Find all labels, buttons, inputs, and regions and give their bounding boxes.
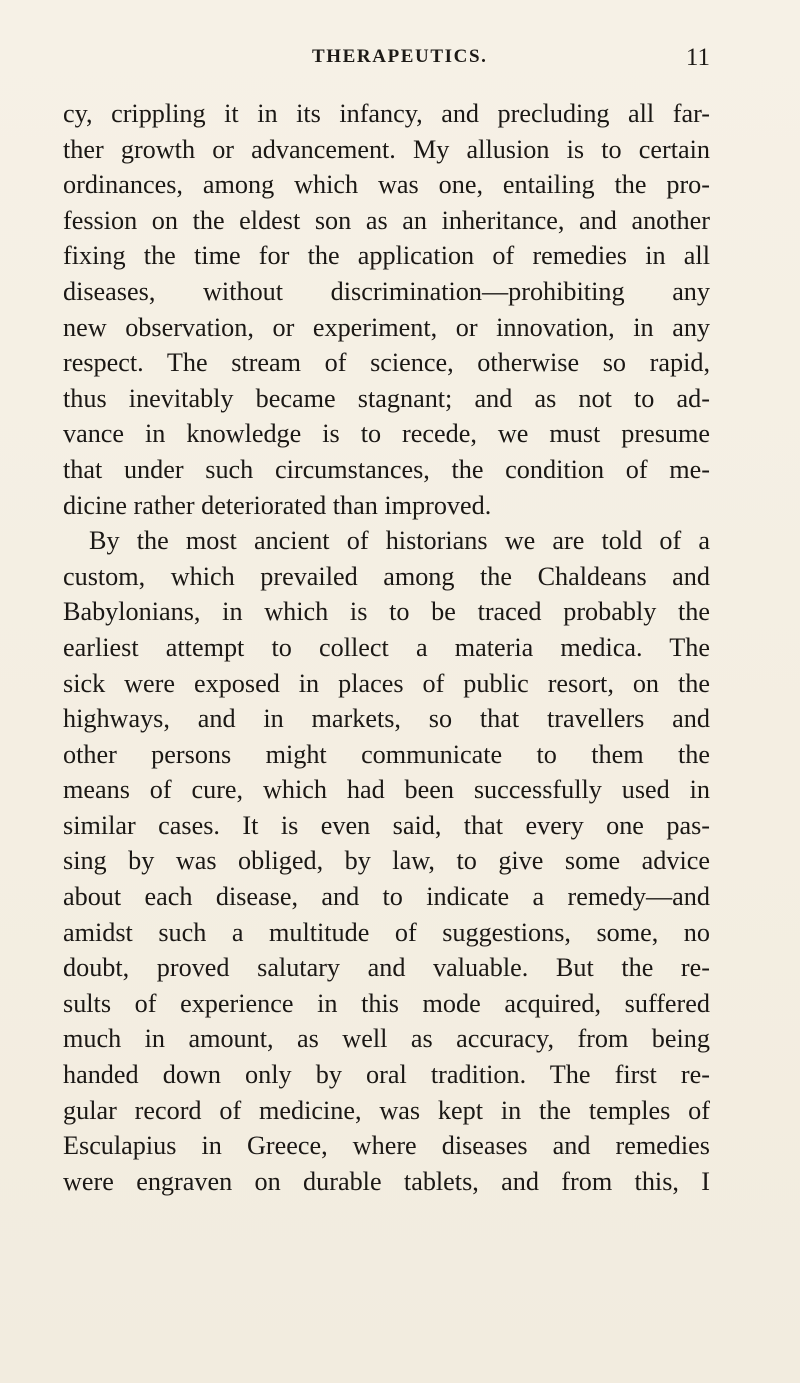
text-line: gular record of medicine, was kept in the temples of <box>63 1095 710 1125</box>
text-line: amidst such a multitude of suggestions, some, no <box>63 917 710 947</box>
text-line: respect. The stream of science, otherwise so rapid, <box>63 348 710 378</box>
text-line: diseases, without discrimination—prohibiting any <box>63 276 710 306</box>
page-number: 11 <box>685 44 710 71</box>
text-line: cy, crippling it in its infancy, and precluding all far- <box>63 99 710 128</box>
text-line: fixing the time for the application of remedies in all <box>63 241 710 271</box>
text-line: sick were exposed in places of public resort, on the <box>63 668 710 698</box>
text-line: that under such circumstances, the condition of me- <box>63 454 710 484</box>
text-line: sults of experience in this mode acquired, suffered <box>63 988 710 1018</box>
text-line: about each disease, and to indicate a remedy—and <box>63 882 710 912</box>
text-line: doubt, proved salutary and valuable. But the re- <box>63 953 710 983</box>
text-line: were engraven on durable tablets, and from this, I <box>63 1166 710 1196</box>
text-line: ordinances, among which was one, entailing the pro- <box>63 170 710 200</box>
text-line: By the most ancient of historians we are told of a <box>89 526 710 556</box>
text-line: dicine rather deteriorated than improved. <box>63 490 492 520</box>
text-line: much in amount, as well as accuracy, from being <box>63 1024 710 1054</box>
text-line: other persons might communicate to them the <box>63 739 710 769</box>
text-line: Babylonians, in which is to be traced probably the <box>63 597 710 627</box>
text-line: sing by was obliged, by law, to give some advice <box>63 846 710 876</box>
text-line: handed down only by oral tradition. The first re- <box>63 1060 710 1090</box>
text-line: fession on the eldest son as an inheritance, and another <box>63 205 710 235</box>
text-line: ther growth or advancement. My allusion is to certain <box>63 134 710 164</box>
body-text <box>63 96 710 1199</box>
text-line: thus inevitably became stagnant; and as not to ad- <box>63 383 710 413</box>
running-title: THERAPEUTICS. <box>312 46 488 67</box>
running-head <box>62 44 710 76</box>
text-line: Esculapius in Greece, where diseases and remedies <box>63 1131 710 1161</box>
text-line: custom, which prevailed among the Chaldeans and <box>63 561 710 591</box>
text-line: vance in knowledge is to recede, we must presume <box>63 419 710 449</box>
text-line: similar cases. It is even said, that every one pas- <box>63 810 710 840</box>
text-line: means of cure, which had been successfully used in <box>63 775 710 805</box>
text-line: highways, and in markets, so that travellers and <box>63 704 710 734</box>
text-line: earliest attempt to collect a materia medica. The <box>63 632 710 662</box>
text-line: new observation, or experiment, or innovation, in any <box>63 312 710 342</box>
